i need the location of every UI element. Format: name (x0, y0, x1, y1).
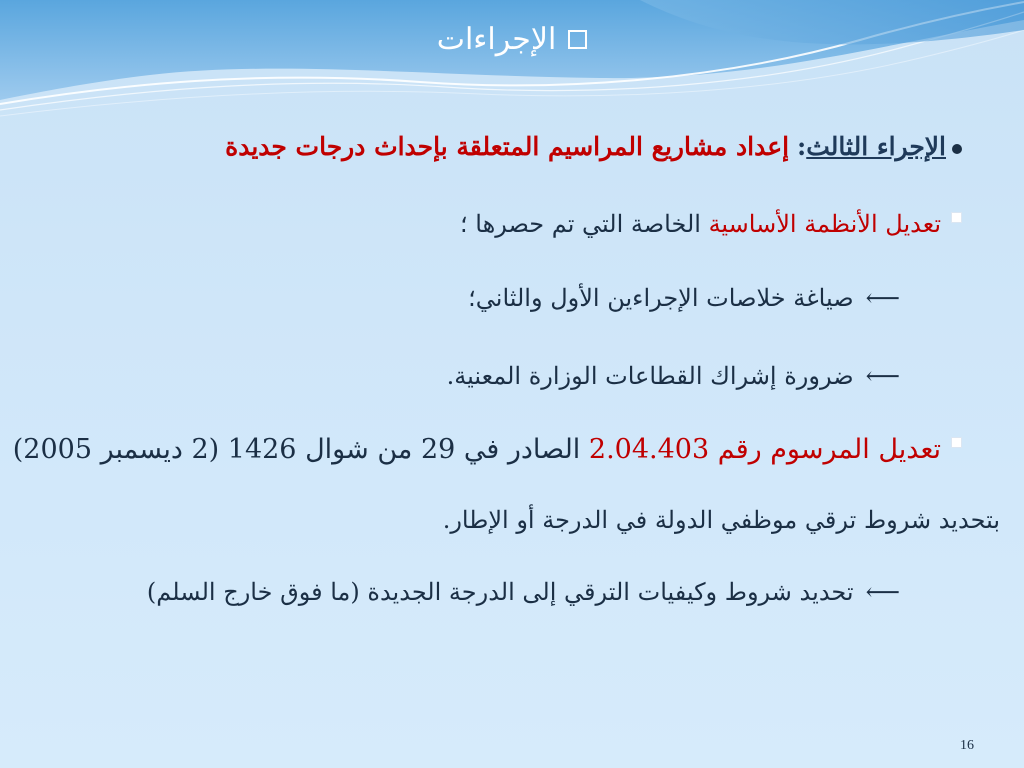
heading-text: إعداد مشاريع المراسيم المتعلقة بإحداث درجات جديدة (225, 132, 790, 161)
heading-colon: : (797, 132, 807, 161)
sub-item-2-text: ضرورة إشراك القطاعات الوزارة المعنية. (446, 362, 854, 390)
decree-number: 2.04.403 (588, 434, 710, 465)
long-arrow-icon: ⟵ (865, 578, 900, 606)
heading-label: الإجراء الثالث (806, 132, 946, 161)
item-1 (460, 210, 962, 238)
page-number: 16 (960, 738, 974, 753)
long-arrow-icon: ⟵ (865, 284, 900, 312)
item-2-highlight: تعديل المرسوم رقم (717, 434, 941, 465)
item-2 (13, 434, 962, 465)
sub-item-3-text: تحديد شروط وكيفيات الترقي إلى الدرجة الجديدة (ما فوق خارج السلم) (146, 578, 854, 606)
sub-item-3 (147, 578, 900, 606)
slide-title (0, 22, 1024, 57)
item-2-line-2-text: بتحديد شروط ترقي موظفي الدولة في الدرجة أو الإطار. (442, 506, 1000, 534)
round-bullet-icon (952, 144, 962, 154)
item-1-highlight: تعديل الأنظمة الأساسية (708, 210, 941, 238)
sub-item-1 (468, 284, 900, 312)
square-bullet-icon (951, 437, 962, 448)
item-2-text: الصادر في 29 من شوال 1426 (2 ديسمبر 2005) (12, 434, 589, 465)
heading-line (225, 132, 962, 161)
square-bullet-icon (951, 212, 962, 223)
sub-item-2 (447, 362, 900, 390)
long-arrow-icon: ⟵ (865, 362, 900, 390)
item-1-text: الخاصة التي تم حصرها ؛ (460, 210, 709, 238)
header-wave-decoration (0, 0, 1024, 130)
checkbox-bullet-icon (568, 30, 587, 49)
item-2-continuation (443, 506, 1000, 534)
sub-item-1-text: صياغة خلاصات الإجراءين الأول والثاني؛ (468, 284, 854, 312)
title-text: الإجراءات (436, 22, 557, 57)
